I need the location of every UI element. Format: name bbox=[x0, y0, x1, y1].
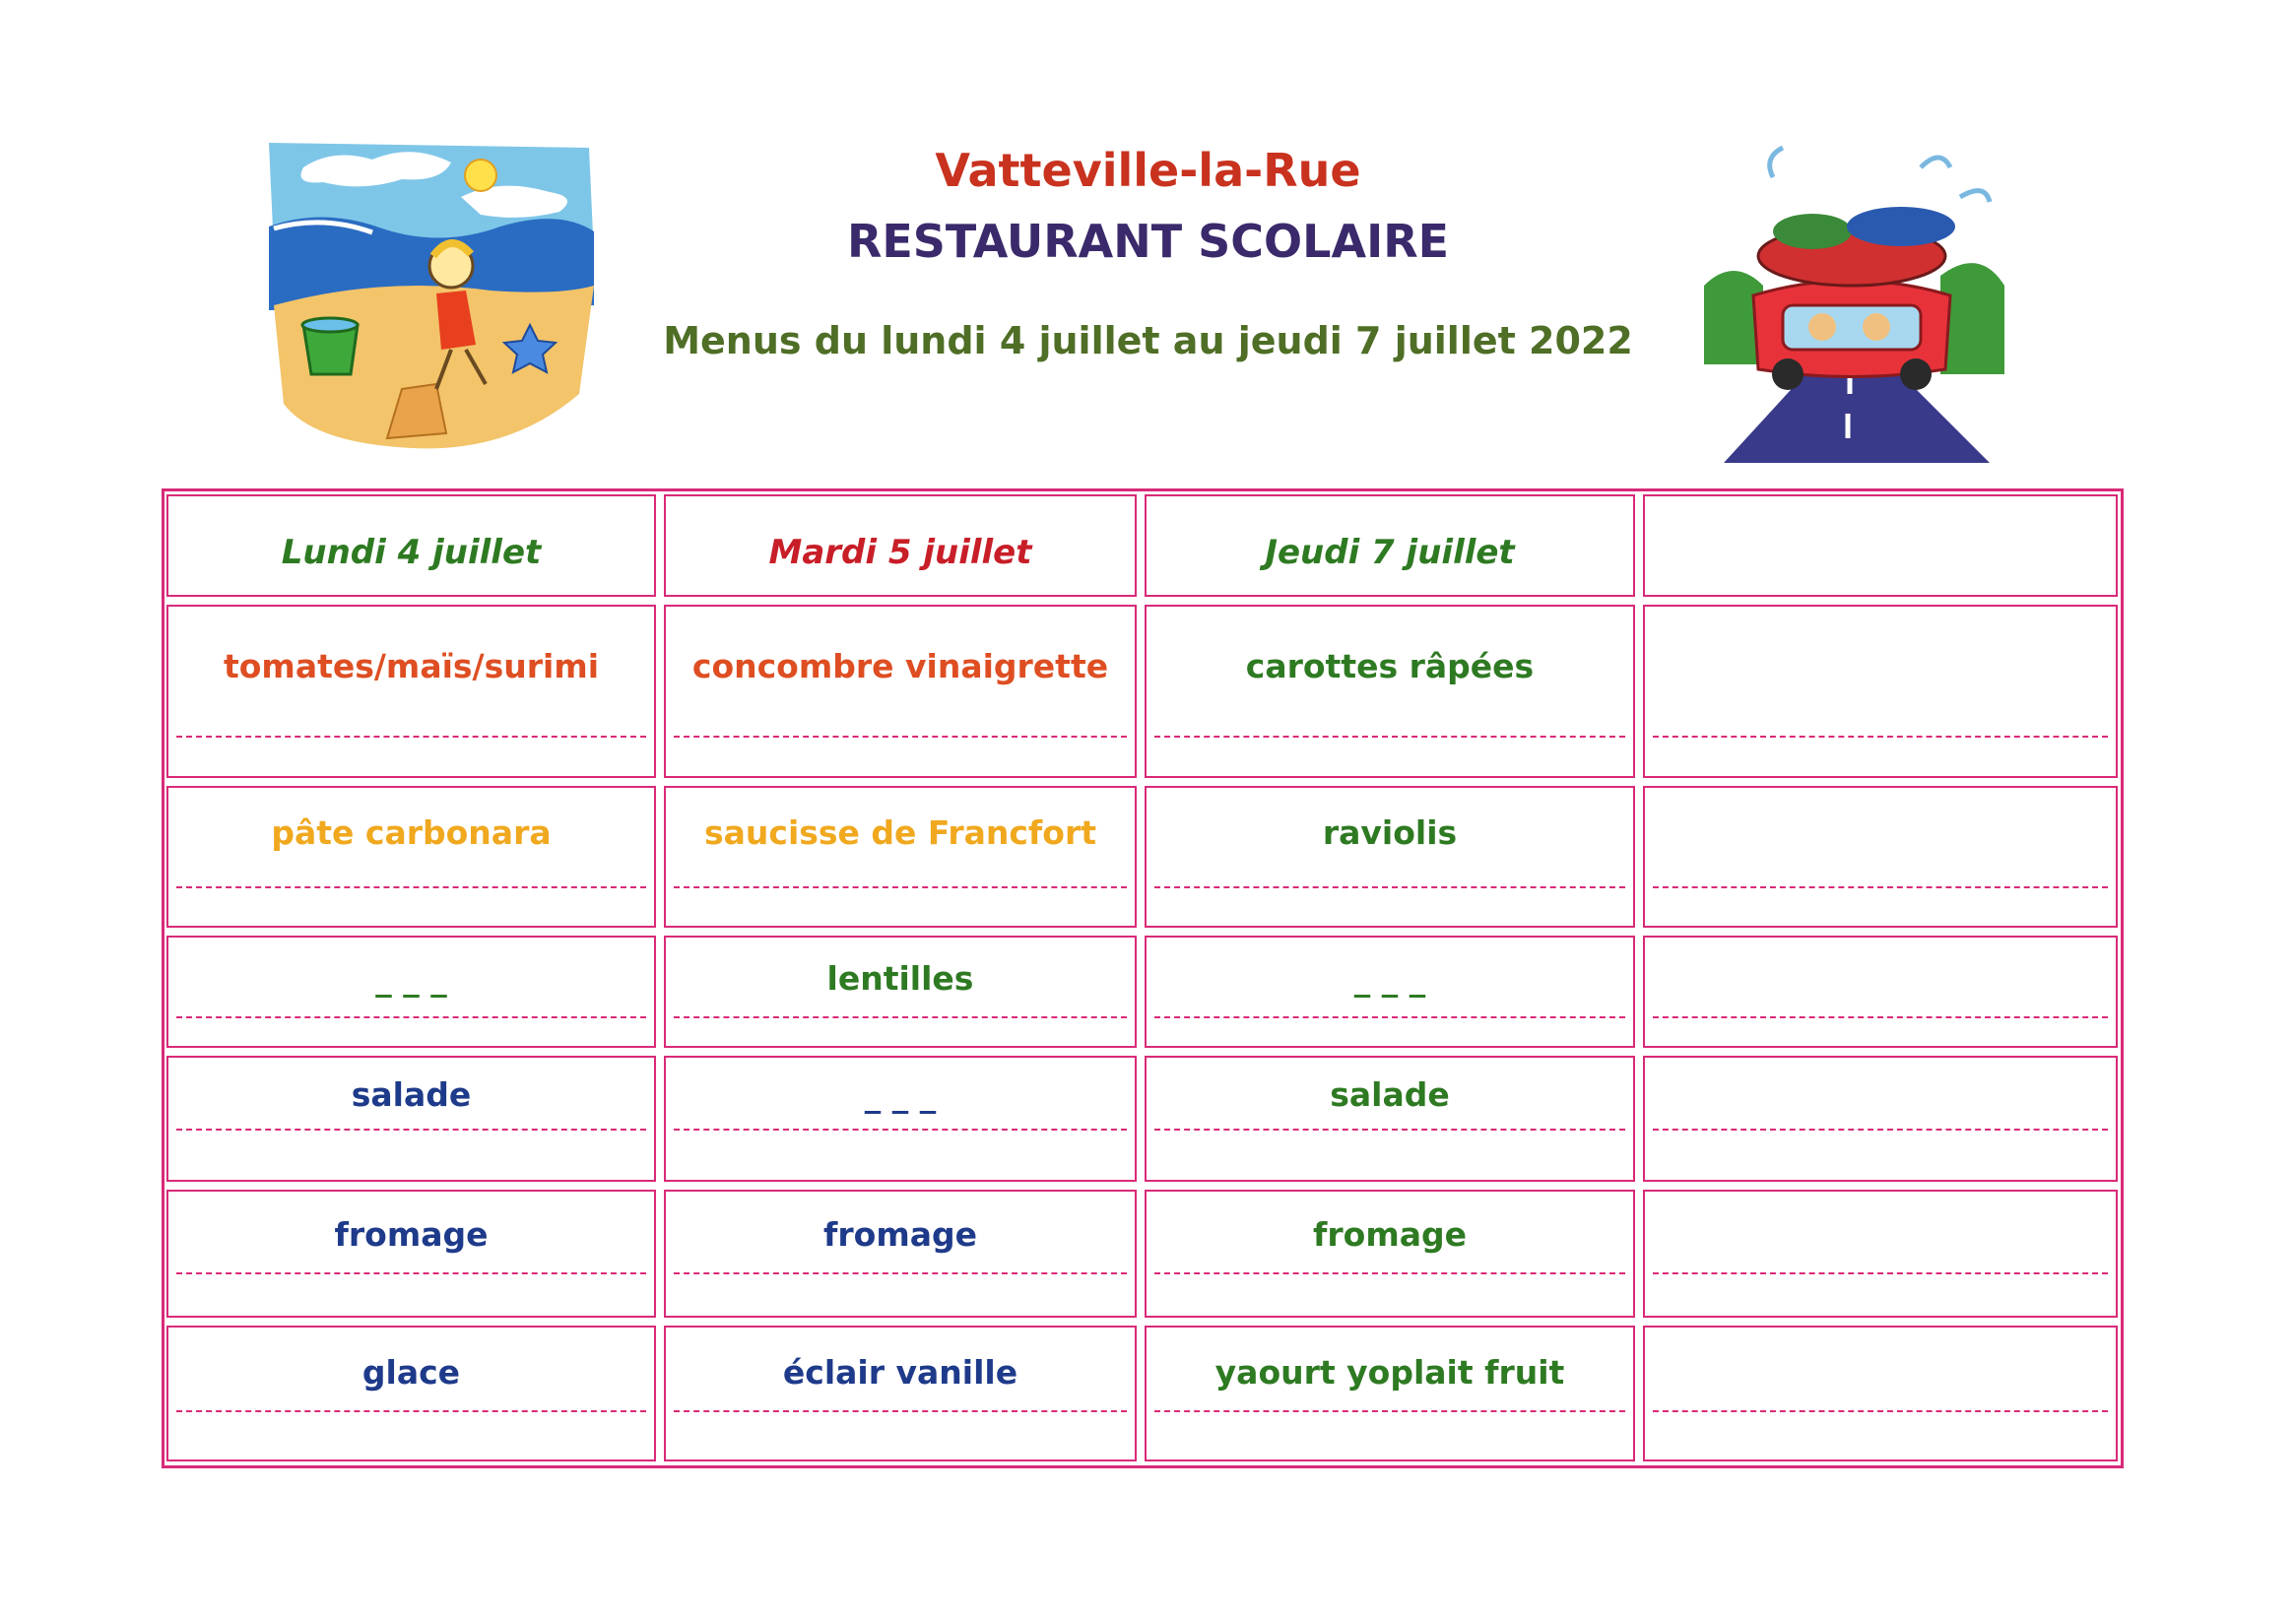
dashed-writing-line bbox=[1653, 1410, 2108, 1412]
dashed-writing-line bbox=[1154, 886, 1625, 888]
dish-salade: _ _ _ bbox=[864, 1075, 937, 1114]
dish-entree: tomates/maïs/surimi bbox=[223, 647, 600, 685]
dish-entree: carottes râpées bbox=[1245, 647, 1535, 685]
page-subtitle: RESTAURANT SCOLAIRE bbox=[846, 215, 1450, 268]
menu-cell bbox=[1643, 1326, 2118, 1461]
dashed-writing-line bbox=[176, 886, 646, 888]
menu-cell bbox=[1145, 605, 1635, 778]
day-label: Jeudi 7 juillet bbox=[1265, 533, 1515, 572]
day-label: Lundi 4 juillet bbox=[281, 533, 542, 572]
dish-fromage: fromage bbox=[334, 1215, 489, 1254]
dashed-writing-line bbox=[1653, 1272, 2108, 1274]
day-header-cell bbox=[664, 494, 1137, 597]
menu-cell bbox=[166, 936, 656, 1048]
menu-cell bbox=[664, 605, 1137, 778]
dish-fromage: fromage bbox=[1313, 1215, 1467, 1254]
dish-fromage: fromage bbox=[823, 1215, 977, 1254]
dashed-writing-line bbox=[1154, 1272, 1625, 1274]
menu-date-range: Menus du lundi 4 juillet au jeudi 7 juillet 2022 bbox=[663, 319, 1633, 362]
menu-cell bbox=[1643, 786, 2118, 928]
dashed-writing-line bbox=[176, 1129, 646, 1131]
page-title: Vatteville-la-Rue bbox=[935, 144, 1361, 197]
menu-cell bbox=[1145, 1056, 1635, 1182]
menu-cell bbox=[1643, 1190, 2118, 1318]
menu-cell bbox=[1643, 1056, 2118, 1182]
dish-accompagnement: lentilles bbox=[826, 959, 974, 998]
dish-accompagnement: _ _ _ bbox=[375, 959, 447, 998]
menu-cell bbox=[664, 1056, 1137, 1182]
menu-cell bbox=[1145, 786, 1635, 928]
menu-cell bbox=[664, 786, 1137, 928]
dashed-writing-line bbox=[1653, 1129, 2108, 1131]
menu-cell bbox=[1643, 605, 2118, 778]
dish-plat: saucisse de Francfort bbox=[703, 813, 1097, 852]
dashed-writing-line bbox=[674, 1016, 1127, 1018]
dashed-writing-line bbox=[1154, 1016, 1625, 1018]
menu-table bbox=[162, 488, 2124, 1468]
dashed-writing-line bbox=[176, 736, 646, 738]
dashed-writing-line bbox=[176, 1410, 646, 1412]
menu-cell bbox=[1145, 936, 1635, 1048]
dish-dessert: glace bbox=[361, 1353, 461, 1392]
menu-cell bbox=[166, 1326, 656, 1461]
dashed-writing-line bbox=[674, 1129, 1127, 1131]
dashed-writing-line bbox=[1653, 886, 2108, 888]
menu-cell bbox=[1145, 1326, 1635, 1461]
dish-plat: pâte carbonara bbox=[271, 813, 552, 852]
dashed-writing-line bbox=[674, 886, 1127, 888]
car-trip-illustration bbox=[1694, 138, 2009, 468]
menu-cell bbox=[664, 1190, 1137, 1318]
dashed-writing-line bbox=[674, 1272, 1127, 1274]
dashed-writing-line bbox=[176, 1272, 646, 1274]
dashed-writing-line bbox=[674, 1410, 1127, 1412]
dish-dessert: yaourt yoplait fruit bbox=[1214, 1353, 1565, 1392]
menu-cell bbox=[1145, 1190, 1635, 1318]
day-header-cell bbox=[166, 494, 656, 597]
menu-cell bbox=[166, 1190, 656, 1318]
day-header-cell bbox=[1145, 494, 1635, 597]
dish-salade: salade bbox=[1330, 1075, 1450, 1114]
day-header-cell bbox=[1643, 494, 2118, 597]
dashed-writing-line bbox=[1154, 736, 1625, 738]
menu-cell bbox=[166, 1056, 656, 1182]
dish-accompagnement: _ _ _ bbox=[1353, 959, 1426, 998]
dashed-writing-line bbox=[176, 1016, 646, 1018]
menu-cell bbox=[1643, 936, 2118, 1048]
dish-entree: concombre vinaigrette bbox=[691, 647, 1109, 685]
dashed-writing-line bbox=[1154, 1410, 1625, 1412]
menu-cell bbox=[166, 786, 656, 928]
dashed-writing-line bbox=[1653, 736, 2108, 738]
menu-cell bbox=[664, 936, 1137, 1048]
day-label: Mardi 5 juillet bbox=[768, 533, 1032, 572]
dish-salade: salade bbox=[351, 1075, 472, 1114]
dish-plat: raviolis bbox=[1322, 813, 1458, 852]
menu-cell bbox=[166, 605, 656, 778]
dish-dessert: éclair vanille bbox=[782, 1353, 1018, 1392]
beach-illustration bbox=[264, 138, 599, 463]
dashed-writing-line bbox=[1653, 1016, 2108, 1018]
menu-cell bbox=[664, 1326, 1137, 1461]
dashed-writing-line bbox=[674, 736, 1127, 738]
dashed-writing-line bbox=[1154, 1129, 1625, 1131]
